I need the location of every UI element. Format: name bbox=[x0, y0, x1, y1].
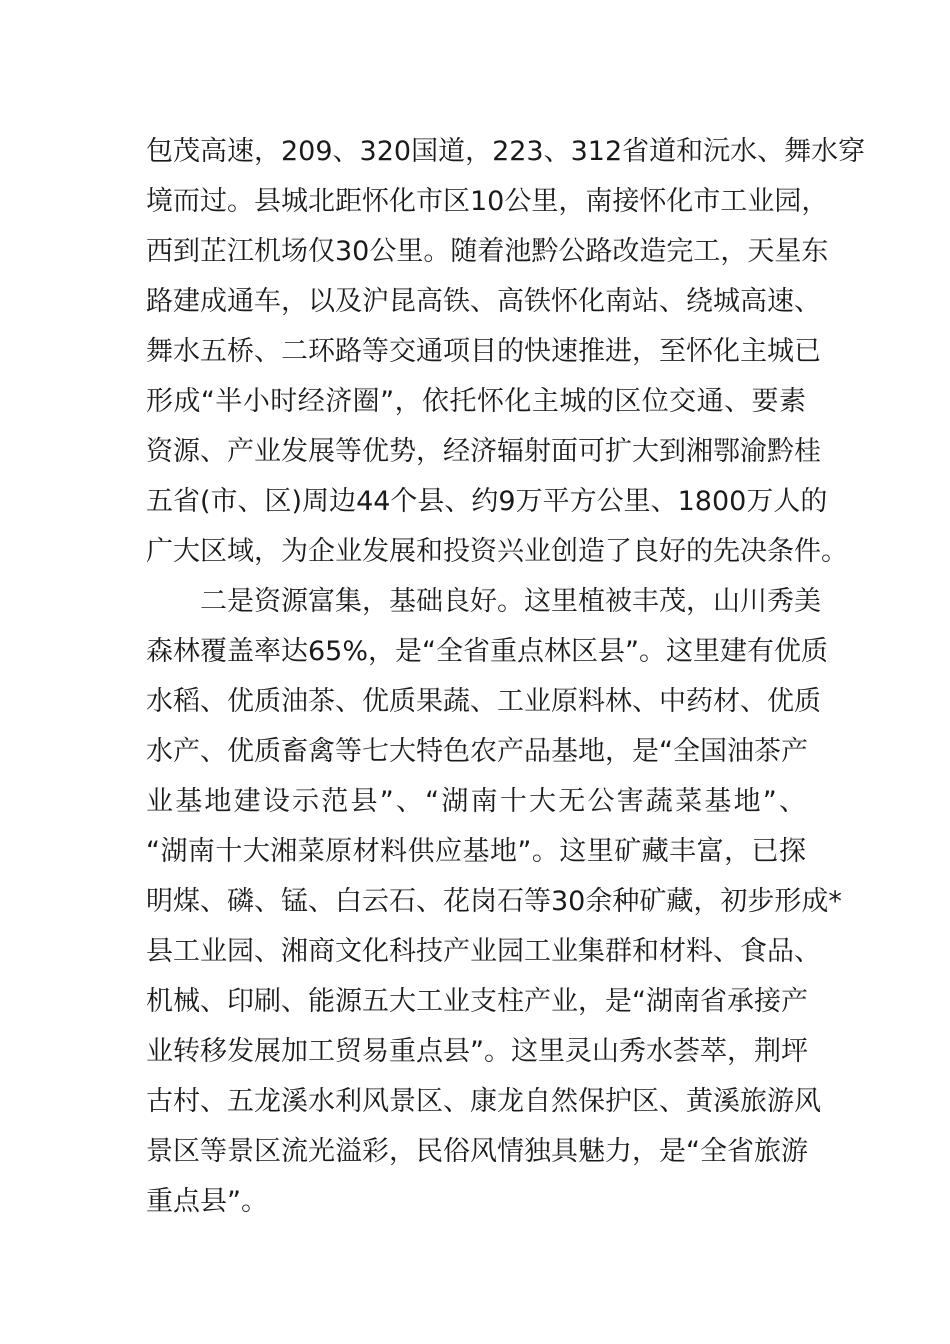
text-line: 水稻、优质油茶、优质果蔬、工业原料林、中药材、优质 bbox=[146, 686, 821, 717]
text-line: 广大区域，为企业发展和投资兴业创造了良好的先决条件。 bbox=[146, 536, 848, 567]
text-line: 舞水五桥、二环路等交通项目的快速推进，至怀化主城已 bbox=[146, 336, 821, 367]
text-line: 五省(市、区)周边44个县、约9万平方公里、1800万人的 bbox=[146, 486, 828, 517]
text-line: 业转移发展加工贸易重点县”。这里灵山秀水荟萃，荆坪 bbox=[146, 1036, 808, 1067]
text-line: 包茂高速，209、320国道，223、312省道和沅水、舞水穿 bbox=[146, 136, 866, 167]
text-line: 明煤、磷、锰、白云石、花岗石等30余种矿藏，初步形成* bbox=[146, 886, 842, 917]
text-line: 森林覆盖率达65%，是“全省重点林区县”。这里建有优质 bbox=[146, 636, 828, 667]
text-line: 景区等景区流光溢彩，民俗风情独具魅力，是“全省旅游 bbox=[146, 1136, 808, 1167]
text-line: 境而过。县城北距怀化市区10公里，南接怀化市工业园， bbox=[146, 186, 829, 217]
text-line: 西到芷江机场仅30公里。随着池黔公路改造完工，天星东 bbox=[146, 236, 829, 267]
text-line: 形成“半小时经济圈”，依托怀化主城的区位交通、要素 bbox=[146, 386, 806, 417]
text-line: 业基地建设示范县”、“湖南十大无公害蔬菜基地”、 bbox=[146, 786, 806, 817]
text-line: 机械、印刷、能源五大工业支柱产业，是“湖南省承接产 bbox=[146, 986, 808, 1017]
paragraph-start-line: 二是资源富集，基础良好。这里植被丰茂，山川秀美 bbox=[200, 586, 821, 617]
text-line: 水产、优质畜禽等七大特色农产品基地，是“全国油茶产 bbox=[146, 736, 808, 767]
text-line: “湖南十大湘菜原材料供应基地”。这里矿藏丰富，已探 bbox=[146, 836, 806, 867]
text-line: 资源、产业发展等优势，经济辐射面可扩大到湘鄂渝黔桂 bbox=[146, 436, 821, 467]
text-line: 县工业园、湘商文化科技产业园工业集群和材料、食品、 bbox=[146, 936, 821, 967]
text-line: 路建成通车，以及沪昆高铁、高铁怀化南站、绕城高速、 bbox=[146, 286, 821, 317]
text-line: 重点县”。 bbox=[146, 1186, 268, 1217]
text-line: 古村、五龙溪水利风景区、康龙自然保护区、黄溪旅游风 bbox=[146, 1086, 821, 1117]
